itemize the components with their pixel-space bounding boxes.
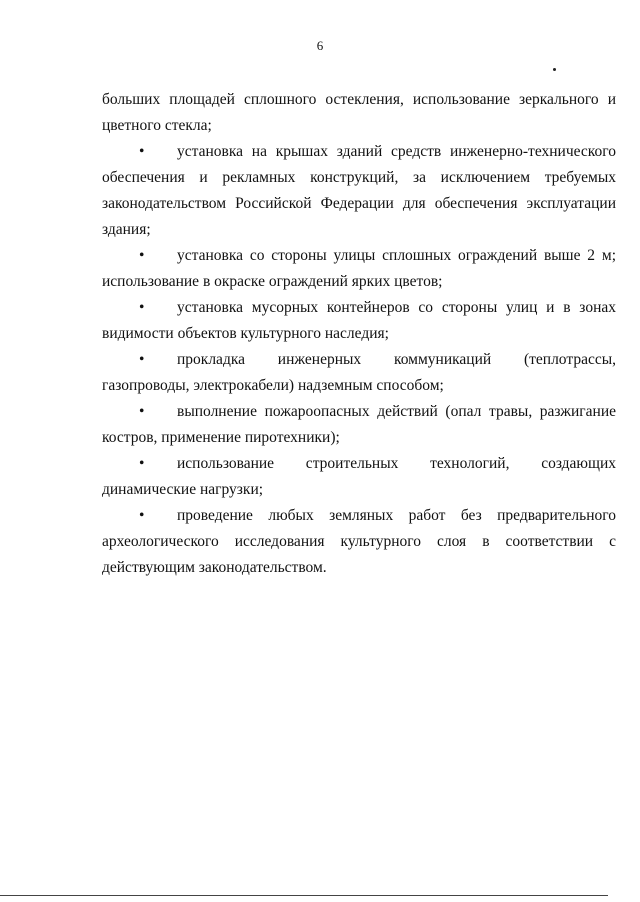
scan-speck [553, 68, 556, 71]
list-item [102, 295, 616, 347]
bullet-icon: • [139, 299, 145, 316]
list-item-text: установка на крышах зданий средств инженерно-технического обеспечения и рекламных конструкций, за исключением требуемых законодательством Российской Федерации для обеспечения эксплуатации здания; [102, 143, 616, 238]
list-item-text: установка мусорных контейнеров со стороны улиц и в зонах видимости объектов культурного наследия; [102, 299, 616, 342]
intro-paragraph: больших площадей сплошного остекления, использование зеркального и цветного стекла; [102, 91, 616, 134]
list-item [102, 243, 616, 295]
list-item-text: проведение любых земляных работ без предварительного археологического исследования культурного слоя в соответствии с действующим законодательством. [102, 507, 616, 576]
bullet-icon: • [139, 403, 145, 420]
list-item-text: установка со стороны улицы сплошных ограждений выше 2 м; использование в окраске ограждений ярких цветов; [102, 247, 616, 290]
list-item-text: использование строительных технологий, создающих динамические нагрузки; [102, 455, 616, 498]
page-number: 6 [316, 38, 324, 53]
list-item [102, 347, 616, 399]
bullet-icon: • [139, 143, 145, 160]
bullet-icon: • [139, 507, 145, 524]
list-item [102, 451, 616, 503]
bullet-icon: • [139, 247, 145, 264]
list-item [102, 503, 616, 581]
list-item-text: прокладка инженерных коммуникаций (теплотрассы, газопроводы, электрокабели) надземным способом; [102, 351, 616, 394]
bullet-icon: • [139, 351, 145, 368]
bullet-icon: • [139, 455, 145, 472]
document-body [102, 87, 616, 581]
list-item [102, 399, 616, 451]
list-item [102, 139, 616, 243]
bottom-rule [0, 895, 608, 896]
list-item-text: выполнение пожароопасных действий (опал травы, разжигание костров, применение пиротехники); [102, 403, 616, 446]
